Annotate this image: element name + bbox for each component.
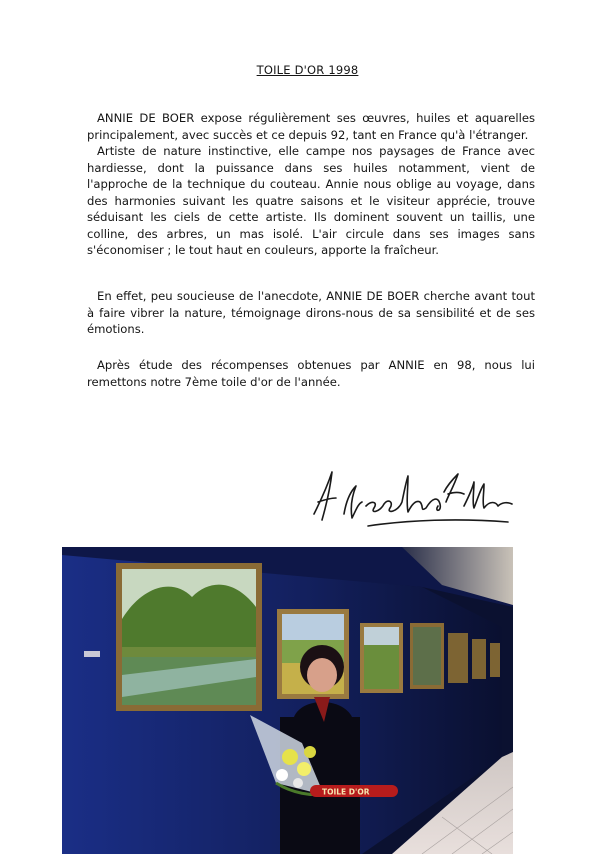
handwritten-signature: [308, 462, 518, 542]
wall-label: [84, 651, 100, 657]
exhibition-photo: [62, 547, 513, 854]
paragraph-style: Artiste de nature instinctive, elle campe nos paysages de France avec hardiesse, dont la puissance dans ses huiles notamment, vient de l'approche de la technique du couteau. Annie nous oblige au voyage, dans des harmonies suivant les quatre saisons et le visiteur apprécie, trouve séduisant les ciels de cette artiste. Ils dominent souvent un taillis, une colline, des arbres, un mas isolé. L'air circule dans ses images sans s'économiser ; le tout haut en couleurs, apporte la fraîcheur.: [87, 144, 535, 257]
painting-landscape-4: [410, 623, 444, 689]
paragraph-nature: [87, 288, 535, 338]
paragraph-award-text: Après étude des récompenses obtenues par ANNIE en 98, nous lui remettons notre 7ème toile d'or de l'année.: [87, 358, 535, 389]
exhibition-photo-illustration: [62, 547, 513, 854]
award-tube-label: TOILE D'OR: [322, 787, 370, 797]
award-tube: [310, 785, 398, 797]
document-title: TOILE D'OR 1998: [256, 63, 359, 77]
painting-landscape-3: [360, 623, 403, 693]
paragraph-nature-text: En effet, peu soucieuse de l'anecdote, ANNIE DE BOER cherche avant tout à faire vibrer la nature, témoignage dirons-nous de sa sensibilité et de ses émotions.: [87, 289, 535, 336]
paragraph-intro: ANNIE DE BOER expose régulièrement ses œuvres, huiles et aquarelles principalement, avec succès et ce depuis 92, tant en France qu'à l'étranger.: [87, 111, 535, 142]
paragraph-award: [87, 357, 535, 390]
body-text-block: [87, 110, 535, 259]
painting-canal-trees: [116, 563, 262, 711]
